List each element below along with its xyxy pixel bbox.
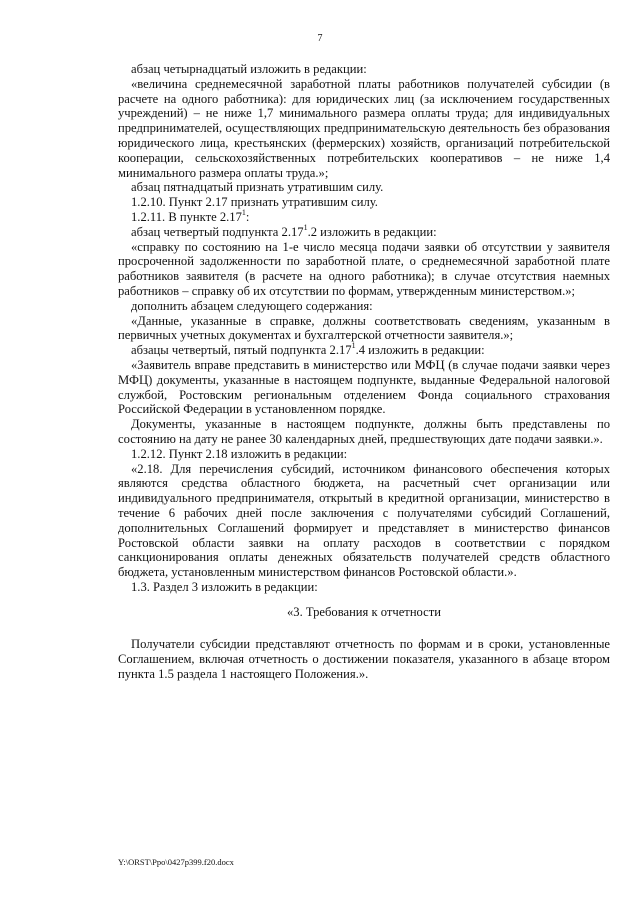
paragraph: Получатели субсидии представляют отчетность по формам и в сроки, установленные Соглашением, включая отчетность о достижении показателя, указанного в абзаце втором пункта 1.5 раздела 1 настоящего Положения.». bbox=[118, 637, 610, 682]
file-path-footer: Y:\ORST\Ppo\0427p399.f20.docx bbox=[118, 857, 234, 867]
paragraph: 1.2.12. Пункт 2.18 изложить в редакции: bbox=[131, 446, 348, 461]
superscript: 1 bbox=[351, 340, 356, 350]
section-heading: «3. Требования к отчетности bbox=[287, 604, 441, 619]
paragraph bbox=[118, 340, 610, 358]
superscript: 1 bbox=[241, 207, 246, 217]
document-body bbox=[118, 62, 610, 682]
text-run: .2 изложить в редакции: bbox=[307, 224, 437, 239]
paragraph: «Заявитель вправе представить в министерство или МФЦ (в случае подачи заявки через МФЦ) документы, указанные в настоящем подпункте, выданные Федеральной налоговой службой, Ростовским региональным отделением Фонда социального страхования Российской Федерации в установленном порядке. bbox=[118, 357, 610, 417]
paragraph: «Данные, указанные в справке, должны соответствовать сведениям, указанным в первичных учетных документах и бухгалтерской отчетности заявителя.»; bbox=[118, 313, 610, 343]
superscript: 1 bbox=[303, 222, 308, 232]
paragraph: Документы, указанные в настоящем подпункте, должны быть представлены по состоянию на дату не ранее 30 календарных дней, предшествующих дате подачи заявки.». bbox=[118, 417, 610, 446]
text-run: 1.2.11. В пункте 2.17 bbox=[131, 209, 242, 224]
paragraph: «справку по состоянию на 1-е число месяца подачи заявки об отсутствии у заявителя просроченной задолженности по заработной плате, о среднемесячной заработной плате работников заявителя (в расчете на одного работника); в случае отсутствия наемных работников – справку об их отсутствии по формам, утвержденным министерством.»; bbox=[118, 239, 610, 298]
paragraph bbox=[118, 207, 610, 225]
page-number: 7 bbox=[317, 33, 323, 44]
text-run: .4 изложить в редакции: bbox=[355, 343, 485, 358]
paragraph: «величина среднемесячной заработной платы работников получателей субсидии (в расчете на одного работника): для юридических лиц (за исключением государственных учреждений) – не ниже 1,7 минимального размера оплаты труда; для индивидуальных предпринимателей, осуществляющих предпринимательскую деятельность без образования юридического лица, крестьянских (фермерских) хозяйств, организаций потребительской кооперации, сельскохозяйственных потребительских кооперативов – не ниже 1,4 минимального размера оплаты труда.»; bbox=[118, 76, 610, 180]
paragraph: 1.3. Раздел 3 изложить в редакции: bbox=[131, 579, 318, 594]
text-run: абзац четвертый подпункта 2.17 bbox=[131, 224, 304, 239]
paragraph: «2.18. Для перечисления субсидий, источником финансового обеспечения которых являются средства областного бюджета, на расчетный счет организации или индивидуального предпринимателя, открытый в кредитной организации, министерство в течение 6 рабочих дней после заключения с получателями субсидий Соглашений, дополнительных Соглашений формирует и представляет в министерство финансов Ростовской области заявки на оплату расходов в соответствии с порядком санкционирования оплаты денежных обязательств получателей средств областного бюджета, установленным министерством финансов Ростовской области.». bbox=[118, 461, 610, 580]
text-run: абзацы четвертый, пятый подпункта 2.17 bbox=[131, 343, 352, 358]
paragraph: абзац четырнадцатый изложить в редакции: bbox=[131, 62, 367, 76]
paragraph: 1.2.10. Пункт 2.17 признать утратившим силу. bbox=[131, 195, 378, 210]
paragraph bbox=[118, 222, 610, 240]
text-run: : bbox=[245, 209, 250, 224]
paragraph: дополнить абзацем следующего содержания: bbox=[131, 298, 373, 313]
paragraph: абзац пятнадцатый признать утратившим силу. bbox=[131, 180, 384, 195]
